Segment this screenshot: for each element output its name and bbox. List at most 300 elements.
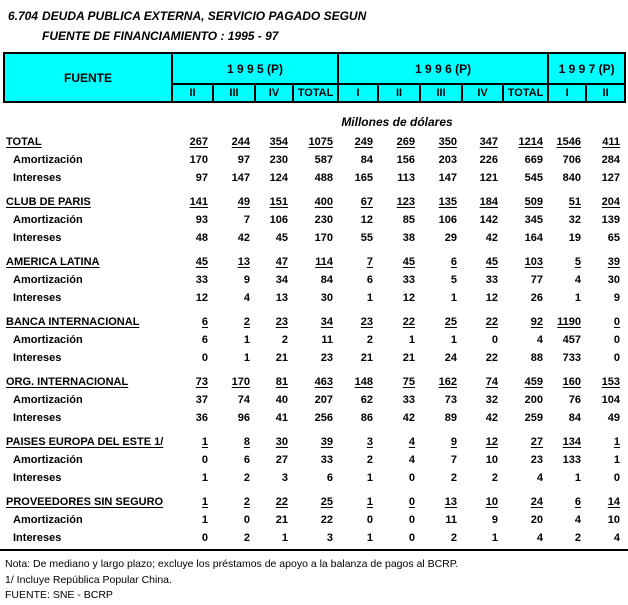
section-value: 151 bbox=[269, 196, 288, 208]
detail-row bbox=[3, 271, 624, 289]
detail-value: 11 bbox=[445, 514, 457, 526]
detail-value: 840 bbox=[562, 172, 581, 184]
footer-source: FUENTE: SNE - BCRP bbox=[5, 589, 113, 601]
detail-value: 4 bbox=[574, 274, 581, 286]
section-value: 184 bbox=[479, 196, 498, 208]
section-value: 204 bbox=[601, 196, 620, 208]
detail-value: 2 bbox=[243, 532, 250, 544]
table-number: 6.704 bbox=[8, 9, 39, 23]
section-value: 3 bbox=[366, 436, 373, 448]
section-value: 0 bbox=[613, 316, 620, 328]
quarter-header-1996-i: I bbox=[338, 84, 378, 102]
section-value: 45 bbox=[195, 256, 208, 268]
section-value: 244 bbox=[231, 136, 250, 148]
detail-value: 41 bbox=[275, 412, 288, 424]
detail-value: 0 bbox=[408, 532, 415, 544]
detail-value: 6 bbox=[326, 472, 333, 484]
detail-value: 284 bbox=[601, 154, 620, 166]
detail-value: 24 bbox=[444, 352, 457, 364]
detail-value: 587 bbox=[314, 154, 333, 166]
section-value: 92 bbox=[530, 316, 543, 328]
section-name: BANCA INTERNACIONAL bbox=[6, 316, 140, 328]
detail-value: 165 bbox=[354, 172, 373, 184]
detail-value: 1 bbox=[243, 352, 250, 364]
section-value: 269 bbox=[396, 136, 415, 148]
detail-value: 13 bbox=[275, 292, 288, 304]
section-value: 1075 bbox=[308, 136, 333, 148]
section-value: 1214 bbox=[518, 136, 543, 148]
section-name: PROVEEDORES SIN SEGURO bbox=[6, 496, 164, 508]
section-value: 463 bbox=[314, 376, 333, 388]
detail-value: 0 bbox=[613, 472, 620, 484]
section-value: 2 bbox=[243, 316, 250, 328]
detail-value: 2 bbox=[243, 472, 250, 484]
section-value: 24 bbox=[530, 496, 543, 508]
detail-value: 1 bbox=[366, 292, 373, 304]
detail-value: 12 bbox=[195, 292, 208, 304]
detail-value: 4 bbox=[243, 292, 250, 304]
section-value: 39 bbox=[607, 256, 620, 268]
header-year-1997: 1 9 9 7 (P) bbox=[548, 53, 625, 84]
detail-value: 2 bbox=[366, 454, 373, 466]
section-row bbox=[3, 253, 624, 271]
detail-row bbox=[3, 349, 624, 367]
footer-nota: Nota: De mediano y largo plazo; excluye los préstamos de apoyo a la balanza de pagos al BCRP. bbox=[5, 558, 459, 570]
quarter-header-1997-i: I bbox=[548, 84, 586, 102]
detail-value: 226 bbox=[479, 154, 498, 166]
detail-row bbox=[3, 169, 624, 187]
detail-value: 6 bbox=[366, 274, 373, 286]
detail-value: 133 bbox=[562, 454, 581, 466]
detail-value: 1 bbox=[574, 292, 581, 304]
detail-value: 1 bbox=[491, 532, 498, 544]
section-value: 14 bbox=[607, 496, 620, 508]
detail-name: Amortización bbox=[13, 394, 83, 406]
detail-value: 89 bbox=[444, 412, 457, 424]
detail-row bbox=[3, 391, 624, 409]
detail-name: Amortización bbox=[13, 334, 83, 346]
detail-value: 104 bbox=[601, 394, 620, 406]
detail-value: 10 bbox=[607, 514, 620, 526]
section-value: 411 bbox=[602, 136, 620, 148]
detail-name: Amortización bbox=[13, 154, 83, 166]
detail-name: Amortización bbox=[13, 214, 83, 226]
detail-value: 4 bbox=[408, 454, 415, 466]
detail-value: 21 bbox=[402, 352, 415, 364]
table-header bbox=[3, 52, 626, 103]
detail-value: 36 bbox=[195, 412, 208, 424]
section-value: 45 bbox=[402, 256, 415, 268]
detail-row bbox=[3, 511, 624, 529]
section-value: 25 bbox=[320, 496, 333, 508]
section-value: 103 bbox=[524, 256, 543, 268]
detail-value: 142 bbox=[479, 214, 498, 226]
section-value: 347 bbox=[479, 136, 498, 148]
detail-value: 55 bbox=[360, 232, 373, 244]
detail-value: 30 bbox=[320, 292, 333, 304]
section-name: ORG. INTERNACIONAL bbox=[6, 376, 129, 388]
detail-value: 733 bbox=[562, 352, 581, 364]
detail-value: 21 bbox=[360, 352, 373, 364]
quarter-header-1996-iii: III bbox=[420, 84, 462, 102]
unit-label: Millones de dólares bbox=[341, 115, 453, 129]
detail-value: 22 bbox=[320, 514, 333, 526]
section-name: PAISES EUROPA DEL ESTE 1/ bbox=[6, 436, 164, 448]
detail-value: 84 bbox=[568, 412, 581, 424]
detail-value: 203 bbox=[438, 154, 457, 166]
detail-value: 0 bbox=[243, 514, 250, 526]
detail-value: 33 bbox=[320, 454, 333, 466]
detail-value: 12 bbox=[485, 292, 498, 304]
section-value: 23 bbox=[360, 316, 373, 328]
section-value: 2 bbox=[243, 496, 250, 508]
detail-value: 32 bbox=[485, 394, 498, 406]
section-value: 4 bbox=[408, 436, 415, 448]
section-value: 153 bbox=[601, 376, 620, 388]
detail-value: 6 bbox=[201, 334, 208, 346]
detail-value: 27 bbox=[275, 454, 288, 466]
section-value: 30 bbox=[275, 436, 288, 448]
detail-value: 124 bbox=[269, 172, 288, 184]
section-value: 22 bbox=[275, 496, 288, 508]
section-value: 1 bbox=[366, 496, 373, 508]
section-value: 73 bbox=[195, 376, 208, 388]
detail-row bbox=[3, 469, 624, 487]
section-value: 9 bbox=[450, 436, 457, 448]
section-row bbox=[3, 133, 624, 151]
section-value: 45 bbox=[485, 256, 498, 268]
section-value: 400 bbox=[314, 196, 333, 208]
detail-value: 42 bbox=[237, 232, 250, 244]
detail-value: 88 bbox=[530, 352, 543, 364]
detail-value: 164 bbox=[524, 232, 543, 244]
detail-value: 38 bbox=[402, 232, 415, 244]
detail-value: 147 bbox=[231, 172, 250, 184]
detail-value: 0 bbox=[613, 334, 620, 346]
detail-value: 33 bbox=[195, 274, 208, 286]
section-value: 160 bbox=[562, 376, 581, 388]
detail-value: 23 bbox=[320, 352, 333, 364]
detail-value: 22 bbox=[485, 352, 498, 364]
detail-value: 48 bbox=[195, 232, 208, 244]
detail-name: Intereses bbox=[13, 172, 62, 184]
header-fuente: FUENTE bbox=[4, 53, 172, 102]
data-table bbox=[3, 133, 624, 547]
detail-value: 37 bbox=[195, 394, 208, 406]
detail-value: 33 bbox=[402, 394, 415, 406]
detail-value: 256 bbox=[314, 412, 333, 424]
section-value: 354 bbox=[269, 136, 288, 148]
section-value: 6 bbox=[450, 256, 457, 268]
detail-value: 1 bbox=[408, 334, 415, 346]
detail-value: 6 bbox=[243, 454, 250, 466]
section-row bbox=[3, 373, 624, 391]
quarter-header-1996-ii: II bbox=[378, 84, 420, 102]
section-value: 170 bbox=[231, 376, 250, 388]
detail-value: 62 bbox=[360, 394, 373, 406]
detail-value: 4 bbox=[574, 514, 581, 526]
detail-value: 9 bbox=[491, 514, 498, 526]
detail-value: 10 bbox=[485, 454, 498, 466]
detail-value: 1 bbox=[366, 472, 373, 484]
detail-value: 11 bbox=[321, 334, 333, 346]
detail-name: Amortización bbox=[13, 514, 83, 526]
detail-value: 1 bbox=[201, 472, 208, 484]
detail-value: 30 bbox=[607, 274, 620, 286]
footer-notes bbox=[0, 551, 628, 604]
section-value: 1 bbox=[201, 436, 208, 448]
section-value: 10 bbox=[485, 496, 498, 508]
quarter-header-1996-total: TOTAL bbox=[503, 84, 548, 102]
detail-value: 85 bbox=[402, 214, 415, 226]
detail-value: 76 bbox=[568, 394, 581, 406]
quarter-header-1995-iii: III bbox=[213, 84, 255, 102]
detail-row bbox=[3, 229, 624, 247]
section-value: 67 bbox=[360, 196, 373, 208]
section-value: 135 bbox=[438, 196, 457, 208]
quarter-header-1997-ii: II bbox=[586, 84, 625, 102]
detail-value: 207 bbox=[314, 394, 333, 406]
quarter-header-1995-ii: II bbox=[172, 84, 213, 102]
section-row bbox=[3, 313, 624, 331]
section-value: 1190 bbox=[557, 316, 581, 328]
detail-value: 147 bbox=[438, 172, 457, 184]
section-value: 459 bbox=[524, 376, 543, 388]
table-title bbox=[0, 0, 628, 46]
detail-value: 0 bbox=[366, 514, 373, 526]
detail-row bbox=[3, 529, 624, 547]
detail-value: 21 bbox=[275, 514, 288, 526]
section-value: 134 bbox=[562, 436, 581, 448]
title-line-1 bbox=[8, 6, 628, 26]
detail-value: 49 bbox=[607, 412, 620, 424]
section-value: 249 bbox=[354, 136, 373, 148]
detail-value: 20 bbox=[530, 514, 543, 526]
detail-value: 42 bbox=[402, 412, 415, 424]
detail-value: 1 bbox=[450, 334, 457, 346]
detail-value: 93 bbox=[195, 214, 208, 226]
detail-name: Intereses bbox=[13, 352, 62, 364]
detail-value: 2 bbox=[491, 472, 498, 484]
detail-value: 0 bbox=[408, 514, 415, 526]
detail-row bbox=[3, 331, 624, 349]
section-value: 5 bbox=[574, 256, 581, 268]
section-value: 13 bbox=[237, 256, 250, 268]
detail-value: 1 bbox=[574, 472, 581, 484]
section-value: 49 bbox=[237, 196, 250, 208]
detail-value: 4 bbox=[536, 532, 543, 544]
detail-value: 34 bbox=[275, 274, 288, 286]
detail-name: Amortización bbox=[13, 274, 83, 286]
detail-value: 230 bbox=[269, 154, 288, 166]
detail-value: 65 bbox=[607, 232, 620, 244]
section-value: 1 bbox=[613, 436, 620, 448]
detail-name: Amortización bbox=[13, 454, 83, 466]
section-value: 6 bbox=[201, 316, 208, 328]
detail-value: 3 bbox=[326, 532, 333, 544]
detail-value: 1 bbox=[450, 292, 457, 304]
detail-value: 259 bbox=[524, 412, 543, 424]
detail-value: 113 bbox=[397, 172, 415, 184]
detail-row bbox=[3, 409, 624, 427]
detail-value: 2 bbox=[450, 532, 457, 544]
detail-value: 0 bbox=[201, 352, 208, 364]
section-row bbox=[3, 493, 624, 511]
detail-value: 97 bbox=[195, 172, 208, 184]
detail-value: 19 bbox=[568, 232, 581, 244]
section-value: 13 bbox=[444, 496, 457, 508]
detail-name: Intereses bbox=[13, 532, 62, 544]
quarter-header-1995-total: TOTAL bbox=[293, 84, 338, 102]
detail-value: 21 bbox=[275, 352, 288, 364]
detail-value: 77 bbox=[530, 274, 543, 286]
detail-value: 106 bbox=[438, 214, 457, 226]
detail-value: 40 bbox=[275, 394, 288, 406]
detail-name: Intereses bbox=[13, 292, 62, 304]
detail-value: 7 bbox=[243, 214, 250, 226]
detail-value: 345 bbox=[524, 214, 543, 226]
detail-value: 1 bbox=[281, 532, 288, 544]
detail-value: 29 bbox=[444, 232, 457, 244]
detail-value: 23 bbox=[530, 454, 543, 466]
year-header-row bbox=[4, 53, 625, 84]
detail-value: 7 bbox=[450, 454, 457, 466]
detail-value: 1 bbox=[366, 532, 373, 544]
detail-name: Intereses bbox=[13, 412, 62, 424]
section-name: AMERICA LATINA bbox=[6, 256, 100, 268]
detail-value: 139 bbox=[601, 214, 620, 226]
section-value: 81 bbox=[275, 376, 288, 388]
section-value: 27 bbox=[530, 436, 543, 448]
detail-value: 5 bbox=[450, 274, 457, 286]
detail-value: 32 bbox=[568, 214, 581, 226]
section-value: 34 bbox=[320, 316, 333, 328]
section-value: 74 bbox=[485, 376, 498, 388]
section-row bbox=[3, 193, 624, 211]
section-value: 75 bbox=[402, 376, 415, 388]
detail-value: 0 bbox=[408, 472, 415, 484]
section-value: 141 bbox=[189, 196, 208, 208]
detail-value: 84 bbox=[320, 274, 333, 286]
detail-value: 12 bbox=[402, 292, 415, 304]
detail-value: 669 bbox=[524, 154, 543, 166]
section-value: 51 bbox=[568, 196, 581, 208]
section-value: 22 bbox=[402, 316, 415, 328]
detail-value: 2 bbox=[450, 472, 457, 484]
detail-value: 457 bbox=[562, 334, 581, 346]
detail-value: 74 bbox=[237, 394, 250, 406]
detail-value: 26 bbox=[530, 292, 543, 304]
section-name: TOTAL bbox=[6, 136, 42, 148]
detail-value: 45 bbox=[275, 232, 288, 244]
detail-value: 0 bbox=[491, 334, 498, 346]
detail-value: 0 bbox=[613, 352, 620, 364]
detail-value: 706 bbox=[562, 154, 581, 166]
detail-value: 3 bbox=[281, 472, 288, 484]
section-name: CLUB DE PARIS bbox=[6, 196, 91, 208]
detail-value: 33 bbox=[485, 274, 498, 286]
section-value: 1 bbox=[201, 496, 208, 508]
detail-value: 42 bbox=[485, 412, 498, 424]
section-value: 123 bbox=[396, 196, 415, 208]
title-text-1: DEUDA PUBLICA EXTERNA, SERVICIO PAGADO SEGUN bbox=[42, 9, 367, 23]
quarter-header-1995-iv: IV bbox=[255, 84, 293, 102]
detail-value: 9 bbox=[613, 292, 620, 304]
detail-value: 121 bbox=[479, 172, 498, 184]
section-value: 0 bbox=[408, 496, 415, 508]
detail-name: Intereses bbox=[13, 232, 62, 244]
header-year-1995: 1 9 9 5 (P) bbox=[172, 53, 338, 84]
detail-value: 488 bbox=[314, 172, 333, 184]
detail-value: 73 bbox=[444, 394, 457, 406]
detail-value: 0 bbox=[201, 532, 208, 544]
detail-value: 4 bbox=[536, 334, 543, 346]
detail-value: 230 bbox=[314, 214, 333, 226]
section-value: 6 bbox=[574, 496, 581, 508]
detail-value: 4 bbox=[536, 472, 543, 484]
section-value: 509 bbox=[524, 196, 543, 208]
detail-value: 1 bbox=[201, 514, 208, 526]
detail-value: 0 bbox=[201, 454, 208, 466]
section-value: 114 bbox=[315, 256, 333, 268]
detail-value: 127 bbox=[601, 172, 620, 184]
detail-value: 2 bbox=[366, 334, 373, 346]
section-value: 47 bbox=[275, 256, 288, 268]
detail-value: 86 bbox=[360, 412, 373, 424]
header-year-1996: 1 9 9 6 (P) bbox=[338, 53, 548, 84]
detail-value: 12 bbox=[360, 214, 373, 226]
section-value: 23 bbox=[275, 316, 288, 328]
section-value: 39 bbox=[320, 436, 333, 448]
detail-value: 156 bbox=[396, 154, 415, 166]
detail-value: 84 bbox=[360, 154, 373, 166]
section-value: 148 bbox=[354, 376, 373, 388]
detail-row bbox=[3, 289, 624, 307]
detail-value: 2 bbox=[574, 532, 581, 544]
detail-value: 545 bbox=[524, 172, 543, 184]
section-value: 7 bbox=[366, 256, 373, 268]
detail-value: 2 bbox=[281, 334, 288, 346]
detail-value: 33 bbox=[402, 274, 415, 286]
section-value: 350 bbox=[438, 136, 457, 148]
section-row bbox=[3, 433, 624, 451]
section-value: 8 bbox=[243, 436, 250, 448]
detail-value: 200 bbox=[524, 394, 543, 406]
detail-value: 170 bbox=[314, 232, 333, 244]
detail-value: 97 bbox=[237, 154, 250, 166]
detail-value: 9 bbox=[243, 274, 250, 286]
section-value: 267 bbox=[189, 136, 208, 148]
detail-value: 96 bbox=[237, 412, 250, 424]
detail-value: 42 bbox=[485, 232, 498, 244]
section-value: 162 bbox=[438, 376, 457, 388]
detail-row bbox=[3, 151, 624, 169]
detail-value: 1 bbox=[243, 334, 250, 346]
section-value: 22 bbox=[485, 316, 498, 328]
section-value: 12 bbox=[485, 436, 498, 448]
title-text-2: FUENTE DE FINANCIAMIENTO : 1995 - 97 bbox=[42, 29, 279, 43]
detail-name: Intereses bbox=[13, 472, 62, 484]
detail-value: 106 bbox=[269, 214, 288, 226]
detail-row bbox=[3, 211, 624, 229]
section-value: 25 bbox=[444, 316, 457, 328]
quarter-header-1996-iv: IV bbox=[462, 84, 503, 102]
footer-footnote-1: 1/ Incluye República Popular China. bbox=[5, 573, 172, 586]
section-value: 1546 bbox=[556, 136, 581, 148]
detail-row bbox=[3, 451, 624, 469]
detail-value: 170 bbox=[189, 154, 208, 166]
detail-value: 1 bbox=[613, 454, 620, 466]
